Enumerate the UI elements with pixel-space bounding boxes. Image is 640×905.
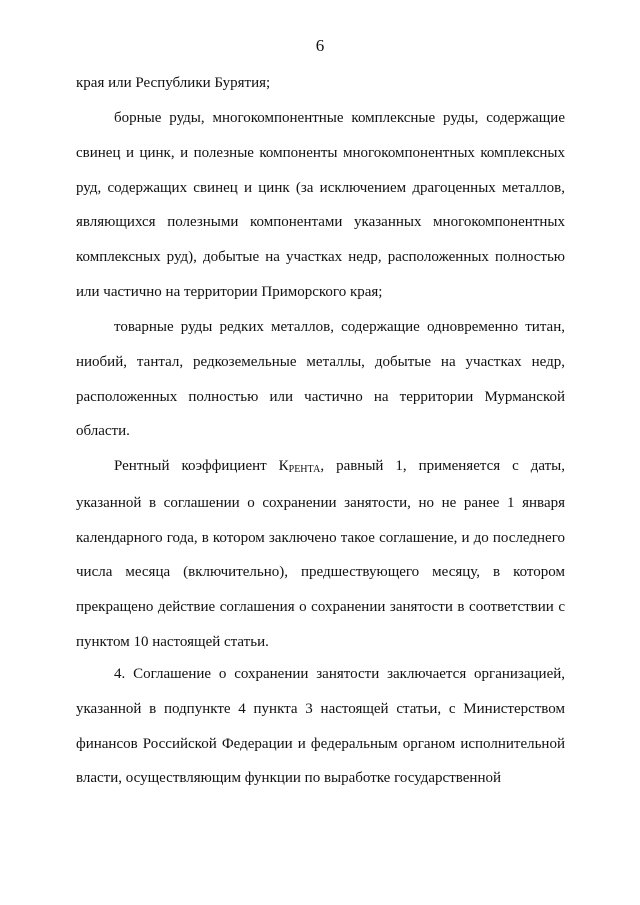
paragraph-rent-coefficient	[76, 449, 565, 660]
paragraph-employment-agreement: 4. Соглашение о сохранении занятости заключается организацией, указанной в подпункте 4 пункта 3 настоящей статьи, с Министерством финансов Российской Федерации и федеральным органом исполнительной власти, осуществляющим функции по выработке государственной	[76, 666, 565, 787]
rent-coefficient-text-end: , равный 1, применяется с даты, указанной в соглашении о сохранении занятости, но не ранее 1 января календарного года, в котором заключено такое соглашение, и до последнего числа месяца (включительно), предшествующего месяцу, в котором прекращено действие соглашения о сохранении занятости в соответствии с пунктом 10 настоящей статьи.	[76, 458, 565, 650]
page-number: 6	[315, 36, 325, 55]
paragraph-continuation: края или Республики Бурятия;	[76, 75, 271, 91]
paragraph-boron-ores: борные руды, многокомпонентные комплексные руды, содержащие свинец и цинк, и полезные компоненты многокомпонентных комплексных руд, содержащих свинец и цинк (за исключением драгоценных металлов, являющихся полезными компонентами указанных многокомпонентных комплексных руд), добытые на участках недр, расположенных полностью или частично на территории Приморского края;	[76, 110, 565, 300]
rent-coefficient-subscript: РЕНТА	[288, 464, 321, 475]
paragraph-rare-metals: товарные руды редких металлов, содержащие одновременно титан, ниобий, тантал, редкоземельные металлы, добытые на участках недр, расположенных полностью или частично на территории Мурманской области.	[76, 319, 565, 440]
rent-coefficient-text-start: Рентный коэффициент К	[114, 458, 289, 474]
